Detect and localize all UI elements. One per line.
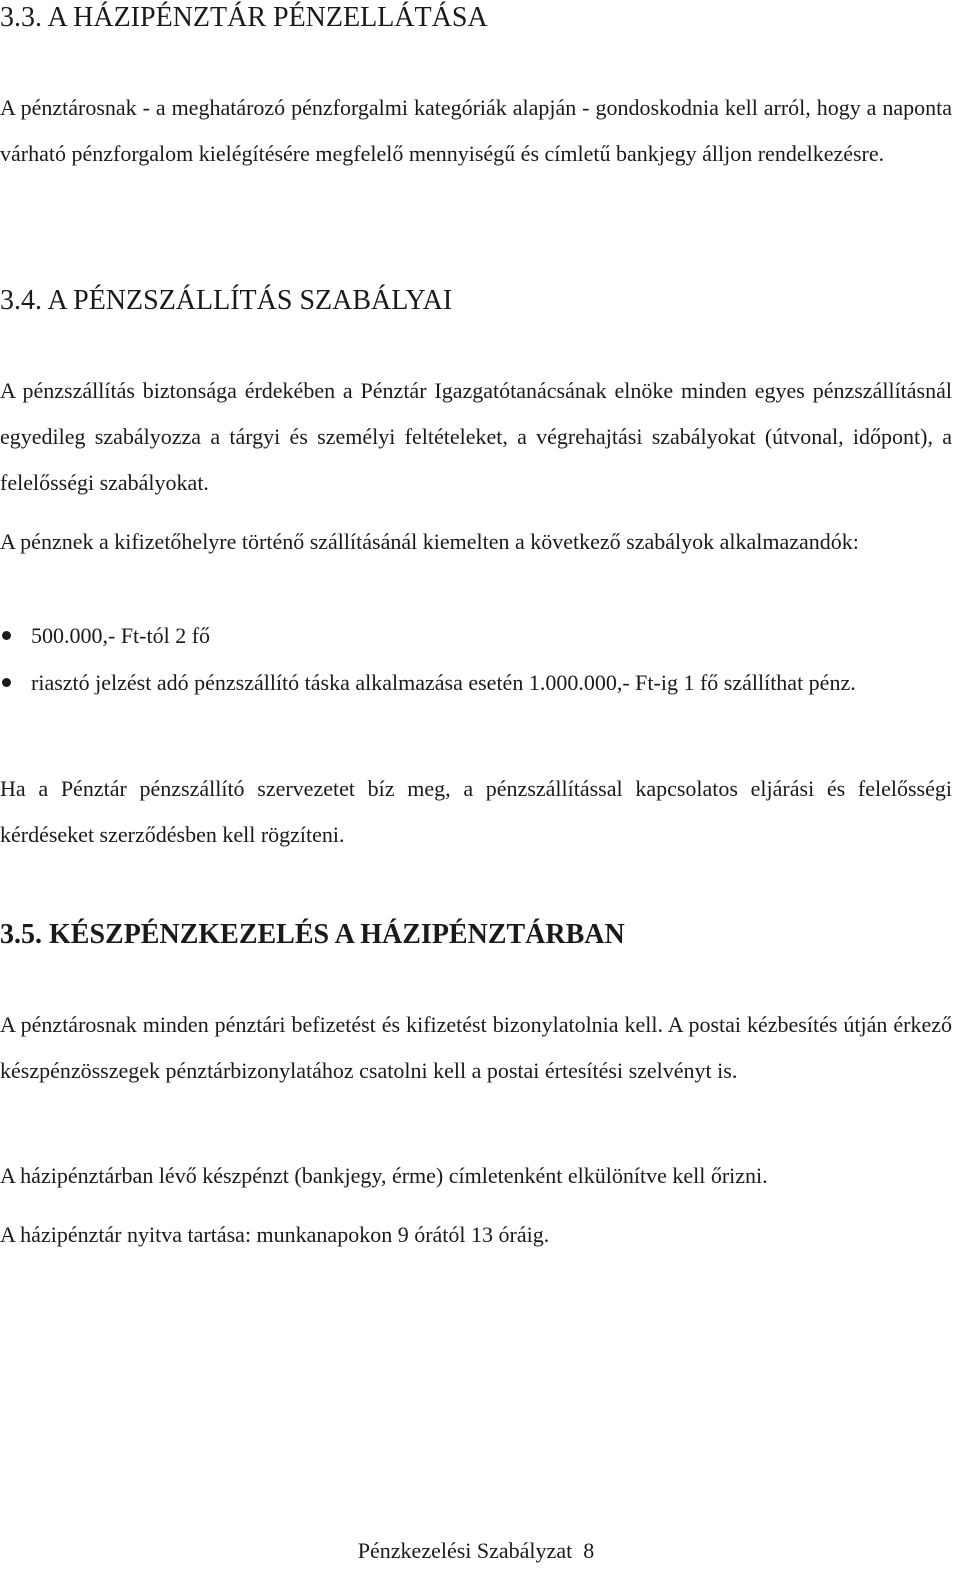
footer-document-title: Pénzkezelési Szabályzat [357,1538,573,1563]
section-3-4-paragraph-2: A pénznek a kifizetőhelyre történő szállításánál kiemelten a következő szabályok alkalmazandók: [0,529,859,554]
bullet-list-item [0,660,952,706]
bullet-text: 500.000,- Ft-tól 2 fő [31,623,211,648]
section-3-5-paragraph-2: A házipénztárban lévő készpénzt (bankjegy, érme) címletenként elkülönítve kell őrizni. [0,1163,768,1188]
section-3-3-heading: 3.3. A HÁZIPÉNZTÁR PÉNZELLÁTÁSA [0,2,488,33]
section-3-3-paragraph-1: A pénztárosnak - a meghatározó pénzforgalmi kategóriák alapján - gondoskodnia kell arról, hogy a naponta várható pénzforgalom kielégítésére megfelelő mennyiségű és címletű bankjegy álljon rendelkezésre. [0,95,952,166]
section-3-4-paragraph-1: A pénzszállítás biztonsága érdekében a Pénztár Igazgatótanácsának elnöke minden egyes pénzszállításnál egyedileg szabályozza a tárgyi és személyi feltételeket, a végrehajtási szabályokat (útvonal, időpont), a felelősségi szabályokat. [0,378,952,495]
section-3-4-heading: 3.4. A PÉNZSZÁLLÍTÁS SZABÁLYAI [0,285,453,316]
bullet-dot-icon [2,631,11,640]
bullet-dot-icon [2,678,11,687]
page-footer [0,1531,952,1571]
footer-page-number: 8 [583,1538,595,1563]
section-3-5-paragraph-1: A pénztárosnak minden pénztári befizetést és kifizetést bizonylatolnia kell. A postai kézbesítés útján érkező készpénzösszegek pénztárbizonylatához csatolni kell a postai értesítési szelvényt is. [0,1012,952,1083]
section-3-4-closing-paragraph: Ha a Pénztár pénzszállító szervezetet bíz meg, a pénzszállítással kapcsolatos eljárási és felelősségi kérdéseket szerződésben kell rögzíteni. [0,776,952,847]
section-3-5-paragraph-3: A házipénztár nyitva tartása: munkanapokon 9 órától 13 óráig. [0,1222,550,1247]
section-3-5-heading: 3.5. KÉSZPÉNZKEZELÉS A HÁZIPÉNZTÁRBAN [0,919,625,950]
bullet-list-item [0,613,952,659]
bullet-text: riasztó jelzést adó pénzszállító táska alkalmazása esetén 1.000.000,- Ft-ig 1 fő szállíthat pénz. [31,670,856,695]
